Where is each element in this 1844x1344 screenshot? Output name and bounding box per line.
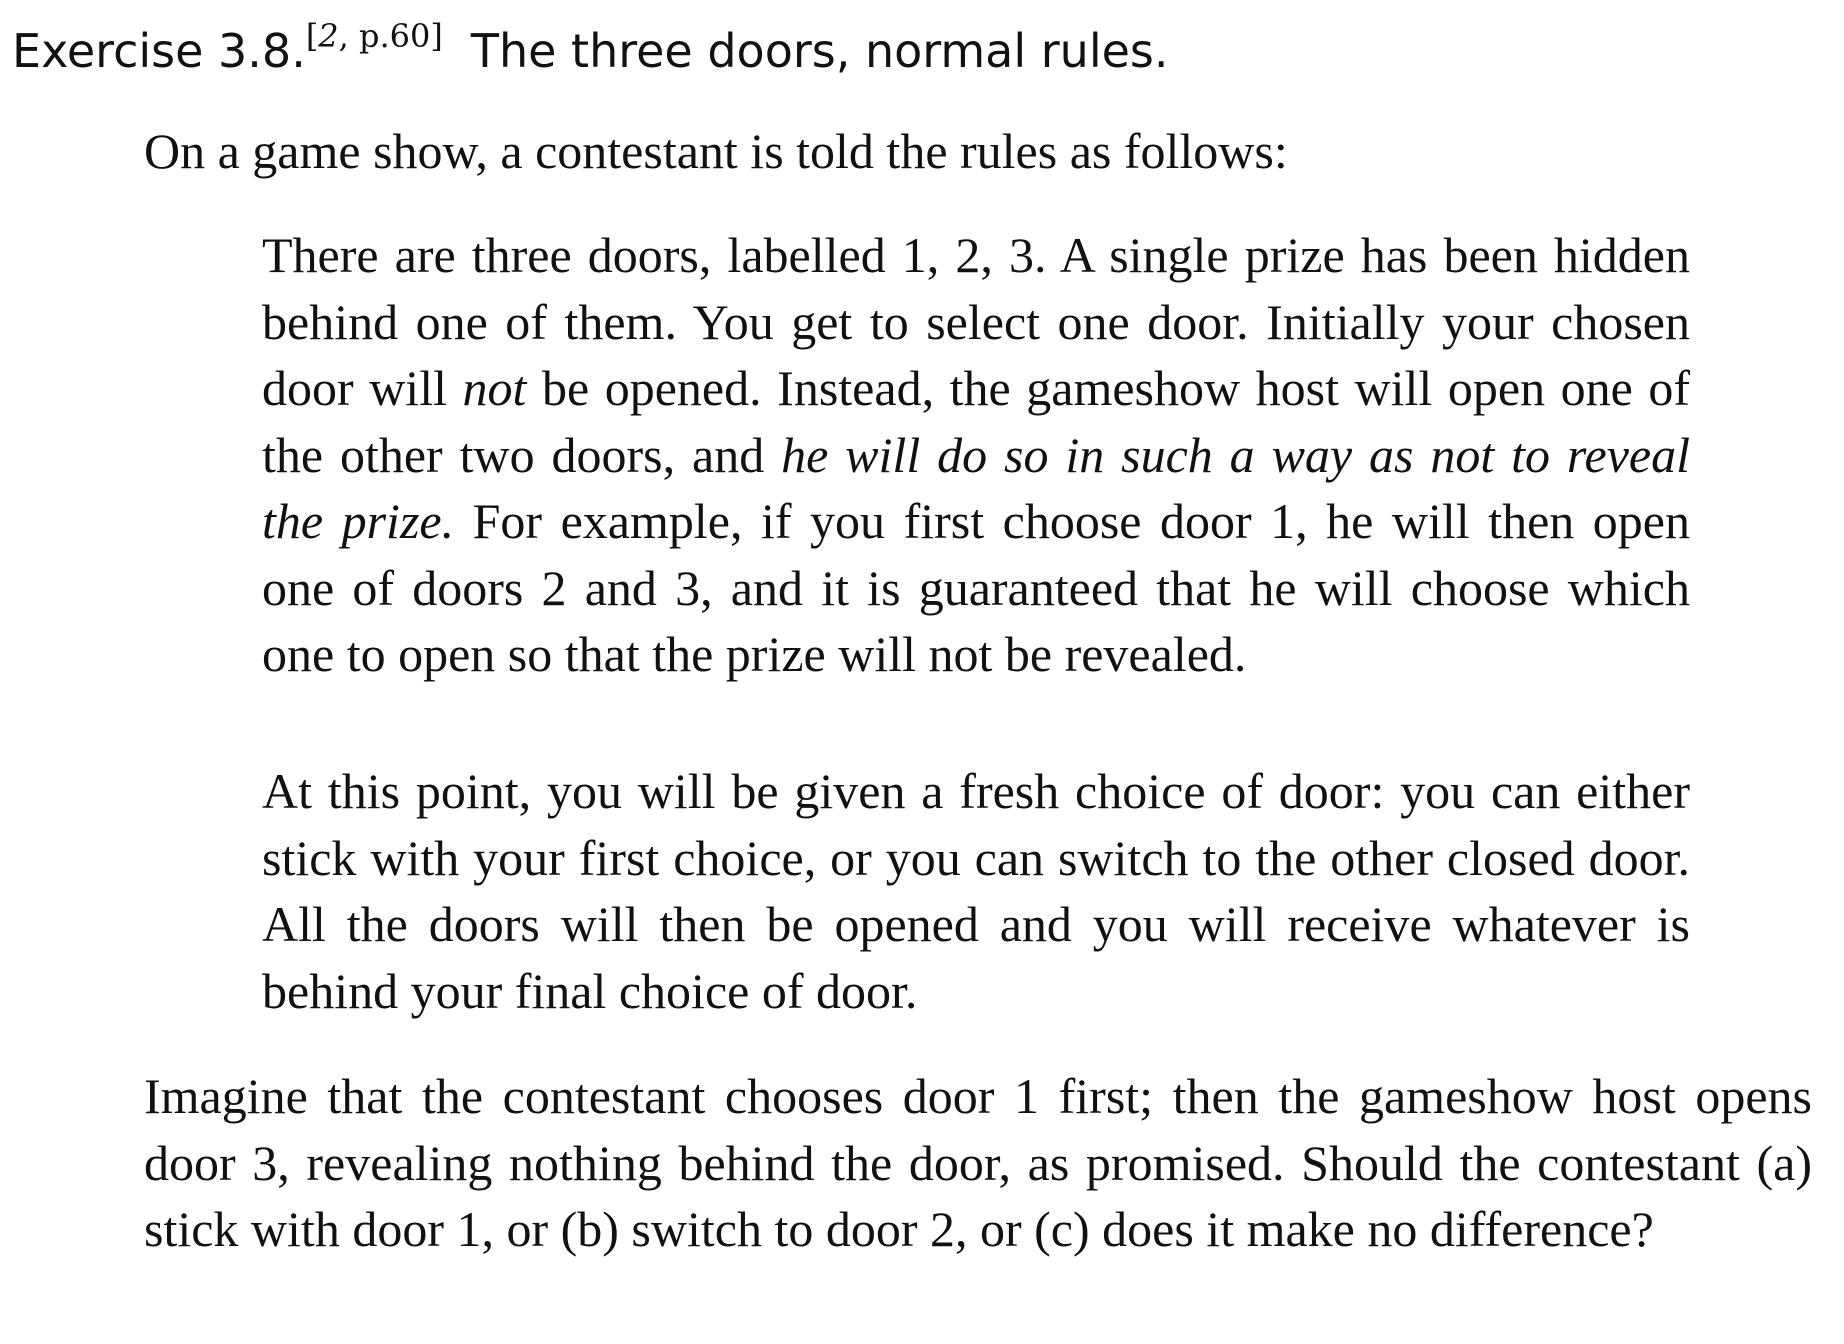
exercise-label: Exercise 3.8.: [12, 24, 306, 78]
exercise-difficulty: 2: [318, 17, 339, 55]
exercise-heading: [12, 17, 1169, 78]
emphasis-host-rule: he will do so in such a way as not to reveal the prize.: [262, 426, 1690, 549]
rules-quote-paragraph-1: There are three doors, labelled 1, 2, 3. A single prize has been hidden behind one of them. You get to select one door. Initially your chosen door will not be opened. Instead, the gameshow host will open one of the other two doors, and he will do so in such a way as not to reveal the prize. For example, if you first choose door 1, he will then open one of doors 2 and 3, and it is guaranteed that he will choose which one to open so that the prize will not be revealed.: [262, 227, 1691, 682]
exercise-page-ref: , p.60]: [338, 17, 443, 55]
question-paragraph: Imagine that the contestant chooses door 1 first; then the gameshow host opens door 3, revealing nothing behind the door, as promised. Should the contestant (a) stick with door 1, or (b) switch to door 2, or (c) does it make no difference?: [144, 1068, 1812, 1257]
emphasis-not: not: [462, 360, 527, 416]
intro-paragraph: On a game show, a contestant is told the rules as follows:: [144, 123, 1288, 179]
exercise-title: The three doors, normal rules.: [470, 24, 1169, 78]
rules-quote-paragraph-2: At this point, you will be given a fresh choice of door: you can either stick with your first choice, or you can switch to the other closed door. All the doors will then be opened and you will receive whatever is behind your final choice of door.: [262, 763, 1690, 1019]
exercise-reference: [2, p.60]: [305, 17, 443, 55]
